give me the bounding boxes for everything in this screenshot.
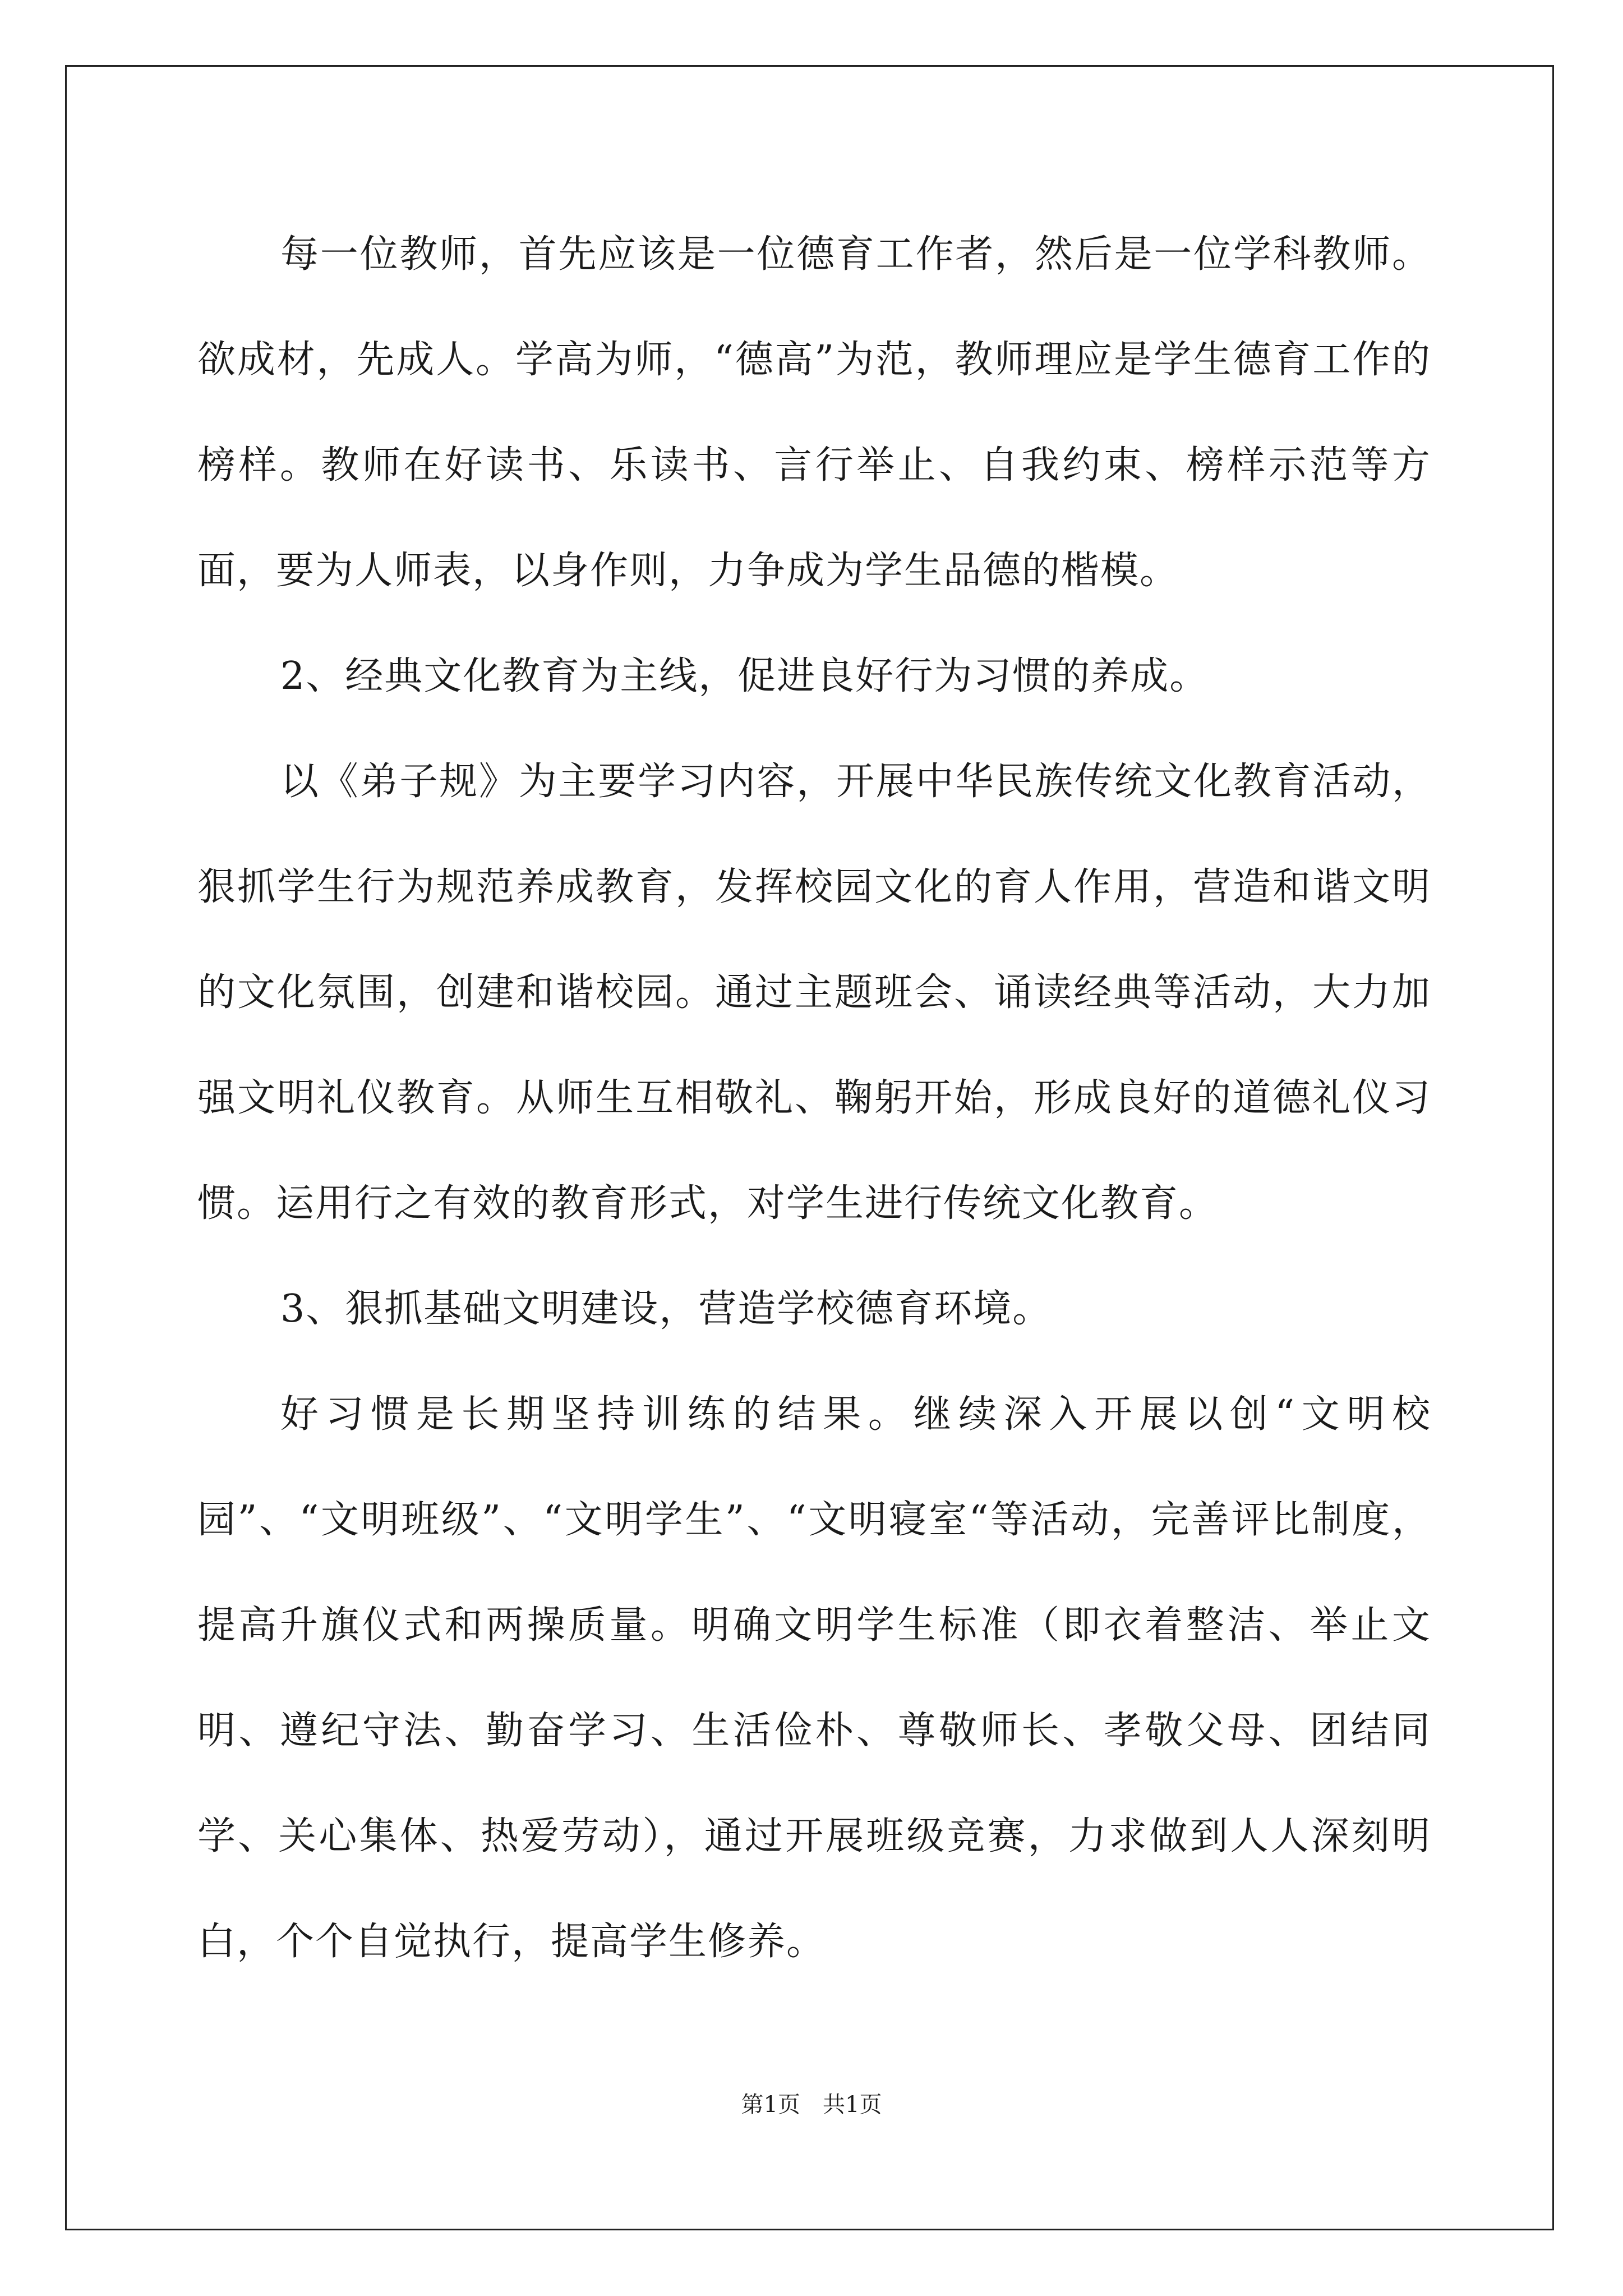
page-total: 共1页 <box>823 2092 882 2118</box>
paragraph-teacher-role: 每一位教师，首先应该是一位德育工作者，然后是一位学科教师。欲成材，先成人。学高为师，“德高”为范，教师理应是学生德育工作的榜样。教师在好读书、乐读书、言行举止、自我约束、榜样示范等方面，要为人师表，以身作则，力争成为学生品德的楷模。 <box>197 232 1431 593</box>
page-number: 第1页 <box>741 2092 800 2118</box>
paragraph-good-habits: 好习惯是长期坚持训练的结果。继续深入开展以创“文明校园”、“文明班级”、“文明学生”、“文明寝室“等活动，完善评比制度，提高升旗仪式和两操质量。明确文明学生标准（即衣着整洁、举止文明、遵纪守法、勤奋学习、生活俭朴、尊敬师长、孝敬父母、团结同学、关心集体、热爱劳动），通过开展班级竞赛，力求做到人人深刻明白，个个自觉执行，提高学生修养。 <box>197 1392 1431 1964</box>
page-footer <box>0 2087 1623 2119</box>
document-body <box>197 202 1431 1995</box>
section-heading-2: 2、经典文化教育为主线，促进良好行为习惯的养成。 <box>280 654 1209 698</box>
section-heading-3: 3、狠抓基础文明建设，营造学校德育环境。 <box>280 1287 1052 1331</box>
paragraph-classic-culture: 以《弟子规》为主要学习内容，开展中华民族传统文化教育活动，狠抓学生行为规范养成教育，发挥校园文化的育人作用，营造和谐文明的文化氛围，创建和谐校园。通过主题班会、诵读经典等活动，大力加强文明礼仪教育。从师生互相敬礼、鞠躬开始，形成良好的道德礼仪习惯。运用行之有效的教育形式，对学生进行传统文化教育。 <box>197 760 1431 1226</box>
